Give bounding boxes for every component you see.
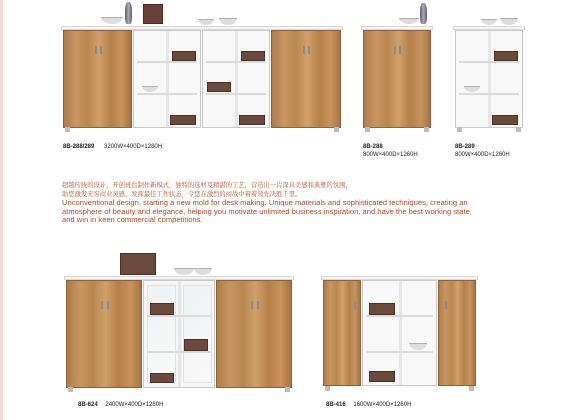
door-handle[interactable] bbox=[251, 301, 253, 309]
door-handle[interactable] bbox=[445, 301, 447, 309]
glass-cabinet bbox=[143, 280, 215, 388]
shelf bbox=[137, 93, 197, 95]
wood-cabinet bbox=[63, 30, 132, 128]
shelf bbox=[147, 351, 211, 353]
decor-books bbox=[143, 4, 163, 24]
storage-box bbox=[492, 115, 518, 125]
decor-bowl bbox=[464, 86, 480, 92]
storage-box bbox=[207, 82, 231, 92]
cabinet-foot bbox=[334, 127, 339, 132]
shelf bbox=[206, 61, 266, 63]
model-label bbox=[326, 402, 411, 408]
cabinet-foot bbox=[325, 386, 330, 391]
glass-pane bbox=[147, 285, 176, 383]
cabinet-foot bbox=[365, 127, 370, 132]
model-dimensions: 1600W×400D×1260H bbox=[353, 402, 412, 408]
storage-box bbox=[172, 51, 196, 61]
cabinet-foot bbox=[285, 387, 290, 392]
storage-box bbox=[150, 303, 174, 315]
glass-cabinet bbox=[133, 30, 201, 128]
decor-bowl bbox=[219, 18, 237, 25]
decor-bowl bbox=[174, 268, 194, 275]
glass-pane bbox=[183, 285, 212, 383]
wood-cabinet bbox=[66, 280, 142, 388]
door-handle[interactable] bbox=[399, 46, 401, 54]
glass-cabinet bbox=[455, 30, 523, 128]
decor-bowl bbox=[500, 18, 518, 25]
wood-cabinet bbox=[438, 280, 476, 386]
wood-cabinet bbox=[363, 30, 431, 128]
glass-cabinet bbox=[202, 30, 270, 128]
storage-box bbox=[369, 371, 395, 382]
model-dimensions: 800W×400D×1260H bbox=[363, 152, 418, 158]
decor-dish bbox=[399, 18, 419, 24]
decor-vase bbox=[125, 2, 132, 24]
model-label bbox=[63, 144, 162, 150]
model-label bbox=[78, 402, 163, 408]
shelf bbox=[206, 93, 266, 95]
glass-cabinet bbox=[362, 280, 437, 386]
cabinet-set-8b-416 bbox=[323, 276, 476, 392]
shelf bbox=[459, 61, 519, 63]
door-handle[interactable] bbox=[354, 301, 356, 309]
decor-bowl bbox=[481, 19, 497, 25]
door-handle[interactable] bbox=[100, 46, 102, 54]
storage-box bbox=[150, 373, 174, 383]
decor-vase bbox=[420, 3, 427, 24]
storage-box bbox=[241, 51, 265, 61]
description-english: Unconventional design, starting a new mold for desk making. Unique materials and sophisticated techniques, creating an atmosphere of beauty and elegance, helping you motivate unlimited business inspiration, and have the best working state, and win in keen commercial competitions. bbox=[62, 198, 472, 225]
storage-box bbox=[170, 115, 196, 125]
cabinet-foot bbox=[424, 127, 429, 132]
model-label bbox=[455, 144, 475, 150]
door-handle[interactable] bbox=[101, 301, 103, 309]
page-edge-accent bbox=[0, 0, 3, 420]
cabinet-8b-289 bbox=[455, 26, 523, 132]
model-number: 8B-416 bbox=[326, 402, 346, 408]
wood-cabinet bbox=[216, 280, 292, 388]
description-chinese-line: 超越传统的设计，开创班台制作新模式，独特的选材及精湛的工艺，营造出一片深具美感和典雅的氛围， bbox=[62, 182, 352, 189]
door-handle[interactable] bbox=[308, 46, 310, 54]
model-label bbox=[363, 144, 383, 150]
cabinet-foot bbox=[516, 127, 521, 132]
door-handle[interactable] bbox=[394, 46, 396, 54]
storage-box bbox=[184, 339, 208, 351]
model-dimensions: 2400W×400D×1280H bbox=[105, 402, 164, 408]
shelf bbox=[147, 315, 211, 317]
decor-bowl bbox=[194, 268, 212, 275]
description-chinese-line: 助您激发无穷商业灵感，发挥最佳工作状态，令您在激烈的商战中着着领先决胜千里。 bbox=[62, 191, 302, 198]
shelf bbox=[366, 315, 433, 317]
wood-cabinet bbox=[323, 280, 361, 386]
shelf bbox=[366, 351, 433, 353]
door-divider bbox=[178, 281, 181, 387]
model-dimensions: 800W×400D×1260H bbox=[455, 152, 510, 158]
model-label bbox=[363, 152, 418, 158]
model-dimensions: 3200W×400D×1280H bbox=[104, 144, 163, 150]
decor-bowl bbox=[198, 19, 214, 25]
storage-box bbox=[369, 303, 395, 315]
description-chinese bbox=[62, 181, 482, 199]
shelf bbox=[137, 61, 197, 63]
door-divider bbox=[488, 31, 491, 127]
wood-cabinet bbox=[271, 30, 341, 128]
decor-dish bbox=[101, 17, 123, 24]
storage-box bbox=[494, 51, 518, 61]
door-handle[interactable] bbox=[95, 46, 97, 54]
decor-bowl bbox=[142, 86, 158, 92]
door-divider bbox=[399, 281, 402, 385]
model-number: 8B-624 bbox=[78, 402, 98, 408]
cabinet-foot bbox=[65, 127, 70, 132]
shelf bbox=[459, 93, 519, 95]
door-handle[interactable] bbox=[257, 301, 259, 309]
cabinet-set-8b-624 bbox=[66, 276, 292, 392]
cabinet-8b-288 bbox=[363, 26, 431, 132]
model-number: 8B-288/289 bbox=[63, 144, 95, 150]
door-divider bbox=[235, 31, 238, 127]
cabinet-foot bbox=[457, 127, 462, 132]
model-number: 8B-288 bbox=[363, 144, 383, 150]
cabinet-set-8b-288-289 bbox=[63, 26, 341, 132]
decor-bowl bbox=[409, 343, 427, 350]
model-number: 8B-289 bbox=[455, 144, 475, 150]
door-handle[interactable] bbox=[303, 46, 305, 54]
storage-box bbox=[239, 115, 265, 125]
cabinet-foot bbox=[469, 386, 474, 391]
decor-box bbox=[120, 253, 156, 275]
model-label bbox=[455, 152, 510, 158]
door-handle[interactable] bbox=[107, 301, 109, 309]
cabinet-foot bbox=[68, 387, 73, 392]
door-divider bbox=[166, 31, 169, 127]
